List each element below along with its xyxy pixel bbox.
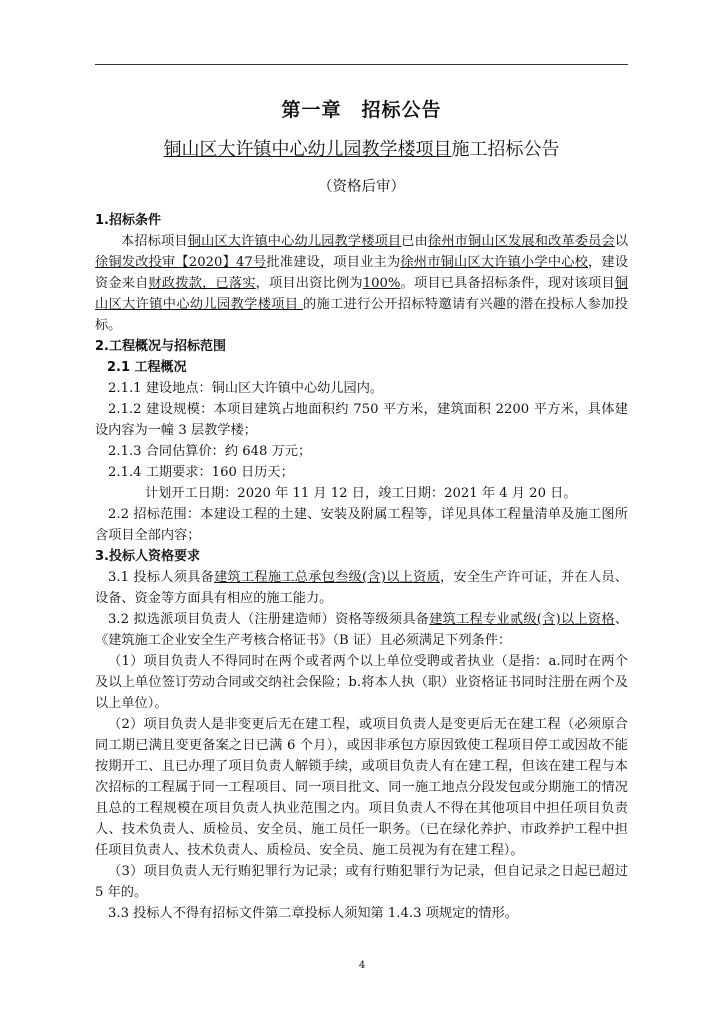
section-1-heading: 1.招标条件 [95,213,161,228]
notice-title-rest: 施工招标公告 [451,139,560,160]
item-2-1-1: 2.1.1 建设地点：铜山区大许镇中心幼儿园内。 [108,381,384,396]
header-rule [95,64,628,65]
section-2-heading: 2.工程概况与招标范围 [95,339,226,354]
notice-title [95,138,628,162]
item-2-1-4: 2.1.4 工期要求：160 日历天； [108,465,294,480]
item-3-3: 3.3 投标人不得有招标文件第二章投标人须知第 1.4.3 项规定的情形。 [108,906,518,921]
notice-subtitle: （资格后审） [318,179,405,195]
condition-1: （1）项目负责人不得同时在两个或者两个以上单位受聘或者执业（是指：a.同时在两个及以上单位签订劳动合同或交纳社会保险；b.将本人执（职）业资格证书同时注册在两个及以上单位）。 [95,654,628,711]
document-body [95,95,628,924]
item-2-2: 2.2 招标范围：本建设工程的土建、安装及附属工程等，详见具体工程量清单及施工图所含项目全部内容； [95,507,628,543]
page-number: 4 [358,960,366,971]
section-1-paragraph: 本招标项目铜山区大许镇中心幼儿园教学楼项目已由徐州市铜山区发展和改革委员会以徐铜发改投审【2020】47号批准建设，项目业主为徐州市铜山区大许镇小学中心校，建设资金来自财政拨款，已落实，项目出资比例为100%。项目已具备招标条件，现对该项目铜山区大许镇中心幼儿园教学楼项目 的施工进行公开招标特邀请有兴趣的潜在投标人参加投标。 [95,234,629,333]
item-3-1: 3.1 投标人须具备建筑工程施工总承包叁级(含)以上资质，安全生产许可证，并在人员、设备、资金等方面具有相应的施工能力。 [95,570,628,606]
plan-dates: 计划开工日期：2020 年 11 月 12 日，竣工日期：2021 年 4 月 20 日。 [145,486,577,501]
section-3-heading: 3.投标人资格要求 [95,549,200,564]
notice-title-project: 铜山区大许镇中心幼儿园教学楼项目 [163,139,452,160]
condition-2: （2）项目负责人是非变更后无在建工程，或项目负责人是变更后无在建工程（必须原合同工期已满且变更备案之日已满 6 个月），或因非承包方原因致使工程项目停工或因故不能按期开工、且已办理了项目负责人解锁手续，或项目负责人有在建工程，但该在建工程与本次招标的工程属于同一工程项目、同一项目批文、同一施工地点分段发包或分期施工的情况且总的工程规模在项目负责人执业范围之内。项目负责人不得在其他项目中担任项目负责人、技术负责人、质检员、安全员、施工员任一职务。（已在绿化养护、市政养护工程中担任项目负责人、技术负责人、质检员、安全员、施工员视为有在建工程）。 [95,717,628,858]
chapter-title: 第一章 招标公告 [281,99,442,121]
condition-3: （3）项目负责人无行贿犯罪行为记录；或有行贿犯罪行为记录，但自记录之日起已超过 5 年的。 [95,864,628,900]
item-2-1-2: 2.1.2 建设规模：本项目建筑占地面积约 750 平方米，建筑面积 2200 平方米，具体建设内容为一幢 3 层教学楼； [95,402,628,438]
item-3-2: 3.2 拟选派项目负责人（注册建造师）资格等级须具备建筑工程专业贰级(含)以上资格、《建筑施工企业安全生产考核合格证书》（B 证）且必须满足下列条件： [95,612,628,648]
section-2-1-heading: 2.1 工程概况 [107,360,187,375]
item-2-1-3: 2.1.3 合同估算价：约 648 万元； [108,444,312,459]
